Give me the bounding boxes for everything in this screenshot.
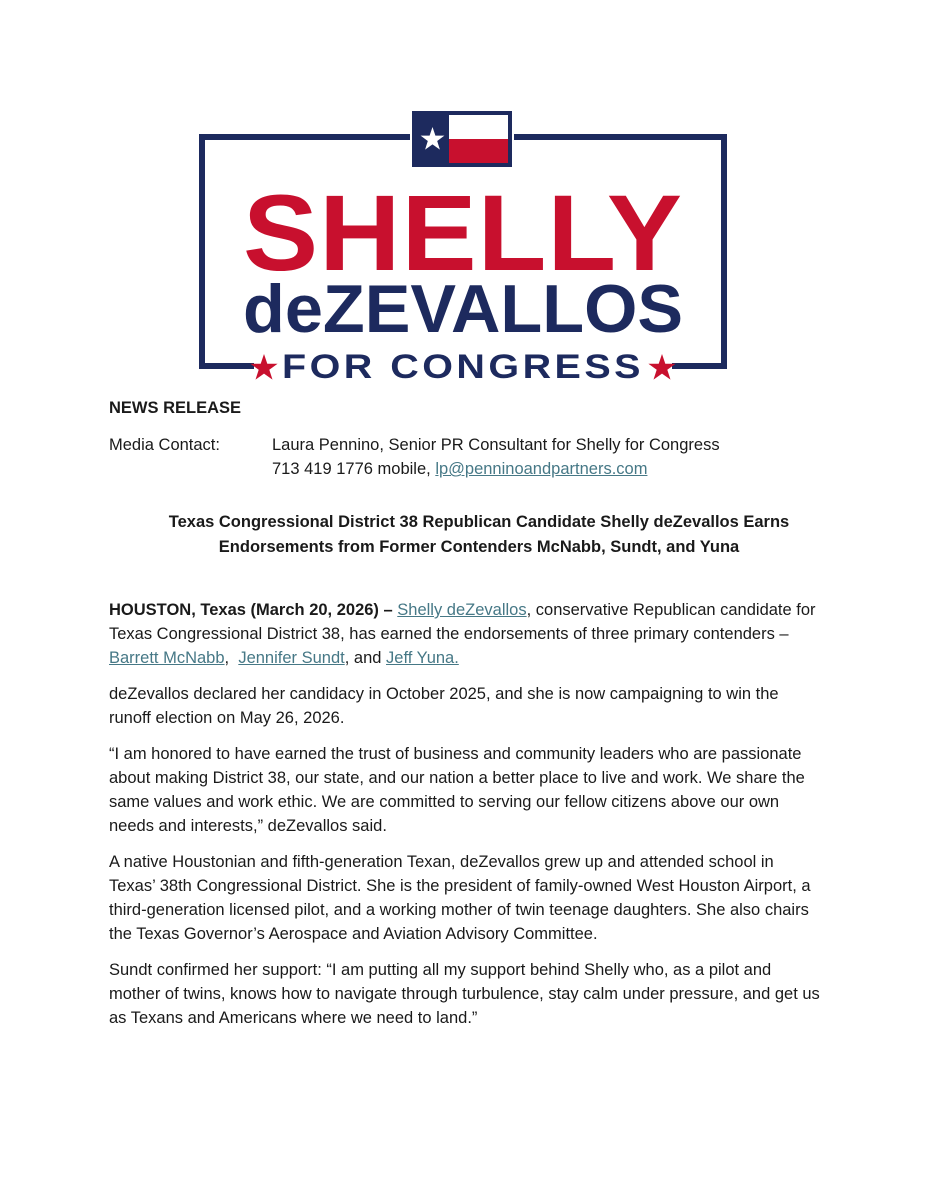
media-contact-name: Laura Pennino, Senior PR Consultant for Shelly for Congress	[272, 436, 720, 454]
intro-text: , conservative Republican candidate for Texas Congressional District 38, has earned the endorsements of three primary contenders –	[109, 601, 816, 643]
campaign-logo	[196, 104, 730, 390]
intro-and: , and	[344, 649, 382, 667]
paragraph-sundt-support: Sundt confirmed her support: “I am putting all my support behind Shelly who, as a pilot and mother of twins, knows how to navigate through turbulence, stay calm under pressure, and get us as Texans and Americans where we need to land.”	[109, 961, 820, 1027]
paragraph-biography: A native Houstonian and fifth-generation Texan, deZevallos grew up and attended school in Texas’ 38th Congressional District. She is the president of family-owned West Houston Airport, a third-generation licensed pilot, and a working mother of twin teenage daughters. She also chairs the Texas Governor’s Aerospace and Aviation Advisory Committee.	[109, 853, 811, 943]
logo-line-for-congress: FOR CONGRESS	[282, 348, 644, 386]
headline-line-1: Texas Congressional District 38 Republican Candidate Shelly deZevallos Earns	[168, 513, 790, 531]
media-contact-phone: 713 419 1776 mobile,	[272, 460, 431, 478]
dateline: HOUSTON, Texas (March 20, 2026) –	[109, 601, 393, 619]
logo-line-dezevallos: deZEVALLOS	[243, 271, 683, 347]
media-contact-label: Media Contact:	[109, 436, 220, 454]
release-body	[109, 598, 824, 1042]
yuna-link[interactable]: Jeff Yuna.	[386, 649, 459, 667]
paragraph-intro: HOUSTON, Texas (March 20, 2026) – Shelly deZevallos, conservative Republican candidate for Texas Congressional District 38, has earned the endorsements of three primary contenders – Barrett McNabb, Jennifer Sundt, and Jeff Yuna.	[109, 601, 816, 667]
candidate-link[interactable]: Shelly deZevallos	[397, 601, 527, 619]
media-contact-email-link[interactable]: lp@penninoandpartners.com	[435, 460, 648, 478]
news-release-label: NEWS RELEASE	[109, 399, 242, 417]
headline-line-2: Endorsements from Former Contenders McNabb, Sundt, and Yuna	[218, 538, 740, 556]
sundt-link[interactable]: Jennifer Sundt	[238, 649, 345, 667]
headline	[109, 510, 819, 560]
media-contact	[109, 433, 829, 481]
texas-flag-icon	[414, 113, 510, 165]
logo-line-shelly: SHELLY	[243, 172, 683, 293]
star-icon	[250, 354, 277, 380]
paragraph-quote: “I am honored to have earned the trust of business and community leaders who are passionate about making District 38, our state, and our nation a better place to live and work. We share the same values and work ethic. We are committed to serving our fellow citizens above our own needs and interests,” deZevallos said.	[109, 745, 805, 835]
star-icon	[648, 354, 675, 380]
paragraph-candidacy: deZevallos declared her candidacy in October 2025, and she is now campaigning to win the runoff election on May 26, 2026.	[109, 685, 779, 727]
mcnabb-link[interactable]: Barrett McNabb	[109, 649, 225, 667]
